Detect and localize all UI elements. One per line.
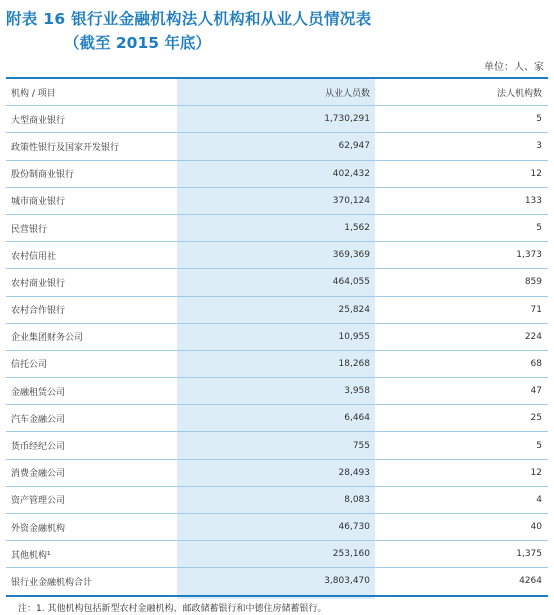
header-institutions: 法人机构数 bbox=[376, 79, 548, 106]
table-row bbox=[6, 378, 548, 405]
table-row bbox=[6, 459, 548, 486]
row-employees: 6,464 bbox=[177, 405, 376, 432]
header-row bbox=[6, 79, 548, 106]
row-employees: 10,955 bbox=[177, 323, 376, 350]
row-employees: 369,369 bbox=[177, 242, 376, 269]
table-row bbox=[6, 296, 548, 323]
row-institutions: 5 bbox=[376, 432, 548, 459]
table-row bbox=[6, 432, 548, 459]
table-row bbox=[6, 541, 548, 568]
header-employees: 从业人员数 bbox=[177, 79, 376, 106]
row-name: 政策性银行及国家开发银行 bbox=[6, 133, 177, 160]
row-employees: 253,160 bbox=[177, 541, 376, 568]
row-employees: 8,083 bbox=[177, 486, 376, 513]
total-employees: 3,803,470 bbox=[177, 568, 376, 596]
table-row bbox=[6, 323, 548, 350]
row-institutions: 1,375 bbox=[376, 541, 548, 568]
table-row bbox=[6, 350, 548, 377]
row-employees: 62,947 bbox=[177, 133, 376, 160]
row-name: 农村商业银行 bbox=[6, 269, 177, 296]
row-employees: 1,730,291 bbox=[177, 106, 376, 133]
row-name: 资产管理公司 bbox=[6, 486, 177, 513]
row-name: 信托公司 bbox=[6, 350, 177, 377]
row-institutions: 3 bbox=[376, 133, 548, 160]
row-employees: 28,493 bbox=[177, 459, 376, 486]
table-row bbox=[6, 242, 548, 269]
header-item: 机构 / 项目 bbox=[6, 79, 177, 106]
table-title: 附表 16 银行业金融机构法人机构和从业人员情况表 bbox=[6, 10, 372, 28]
row-employees: 464,055 bbox=[177, 269, 376, 296]
row-institutions: 68 bbox=[376, 350, 548, 377]
row-institutions: 25 bbox=[376, 405, 548, 432]
table-row bbox=[6, 269, 548, 296]
row-institutions: 859 bbox=[376, 269, 548, 296]
row-name: 农村合作银行 bbox=[6, 296, 177, 323]
row-name: 企业集团财务公司 bbox=[6, 323, 177, 350]
row-name: 民营银行 bbox=[6, 214, 177, 241]
table-row bbox=[6, 405, 548, 432]
total-institutions: 4264 bbox=[376, 568, 548, 596]
row-institutions: 224 bbox=[376, 323, 548, 350]
table-row bbox=[6, 160, 548, 187]
row-employees: 18,268 bbox=[177, 350, 376, 377]
row-name: 汽车金融公司 bbox=[6, 405, 177, 432]
row-employees: 402,432 bbox=[177, 160, 376, 187]
row-name: 农村信用社 bbox=[6, 242, 177, 269]
row-employees: 370,124 bbox=[177, 187, 376, 214]
unit-label: 单位：人、家 bbox=[484, 62, 544, 73]
table-row bbox=[6, 133, 548, 160]
row-institutions: 47 bbox=[376, 378, 548, 405]
row-name: 货币经纪公司 bbox=[6, 432, 177, 459]
row-employees: 25,824 bbox=[177, 296, 376, 323]
footnote: 注：1. 其他机构包括新型农村金融机构、邮政储蓄银行和中德住房储蓄银行。 bbox=[18, 604, 327, 614]
row-institutions: 40 bbox=[376, 514, 548, 541]
table-row bbox=[6, 214, 548, 241]
row-employees: 3,958 bbox=[177, 378, 376, 405]
row-institutions: 5 bbox=[376, 214, 548, 241]
total-name: 银行业金融机构合计 bbox=[6, 568, 177, 596]
row-employees: 46,730 bbox=[177, 514, 376, 541]
row-name: 大型商业银行 bbox=[6, 106, 177, 133]
row-institutions: 71 bbox=[376, 296, 548, 323]
row-name: 金融租赁公司 bbox=[6, 378, 177, 405]
row-name: 消费金融公司 bbox=[6, 459, 177, 486]
row-employees: 1,562 bbox=[177, 214, 376, 241]
row-name: 城市商业银行 bbox=[6, 187, 177, 214]
row-name: 其他机构¹ bbox=[6, 541, 177, 568]
row-employees: 755 bbox=[177, 432, 376, 459]
row-name: 外资金融机构 bbox=[6, 514, 177, 541]
row-institutions: 1,373 bbox=[376, 242, 548, 269]
table-row bbox=[6, 106, 548, 133]
table-row bbox=[6, 514, 548, 541]
row-institutions: 5 bbox=[376, 106, 548, 133]
row-name: 股份制商业银行 bbox=[6, 160, 177, 187]
row-institutions: 12 bbox=[376, 459, 548, 486]
row-institutions: 12 bbox=[376, 160, 548, 187]
table-subtitle: （截至 2015 年底） bbox=[64, 34, 211, 52]
total-row bbox=[6, 568, 548, 596]
row-institutions: 133 bbox=[376, 187, 548, 214]
table-row bbox=[6, 486, 548, 513]
table-row bbox=[6, 187, 548, 214]
row-institutions: 4 bbox=[376, 486, 548, 513]
data-table bbox=[6, 79, 548, 597]
